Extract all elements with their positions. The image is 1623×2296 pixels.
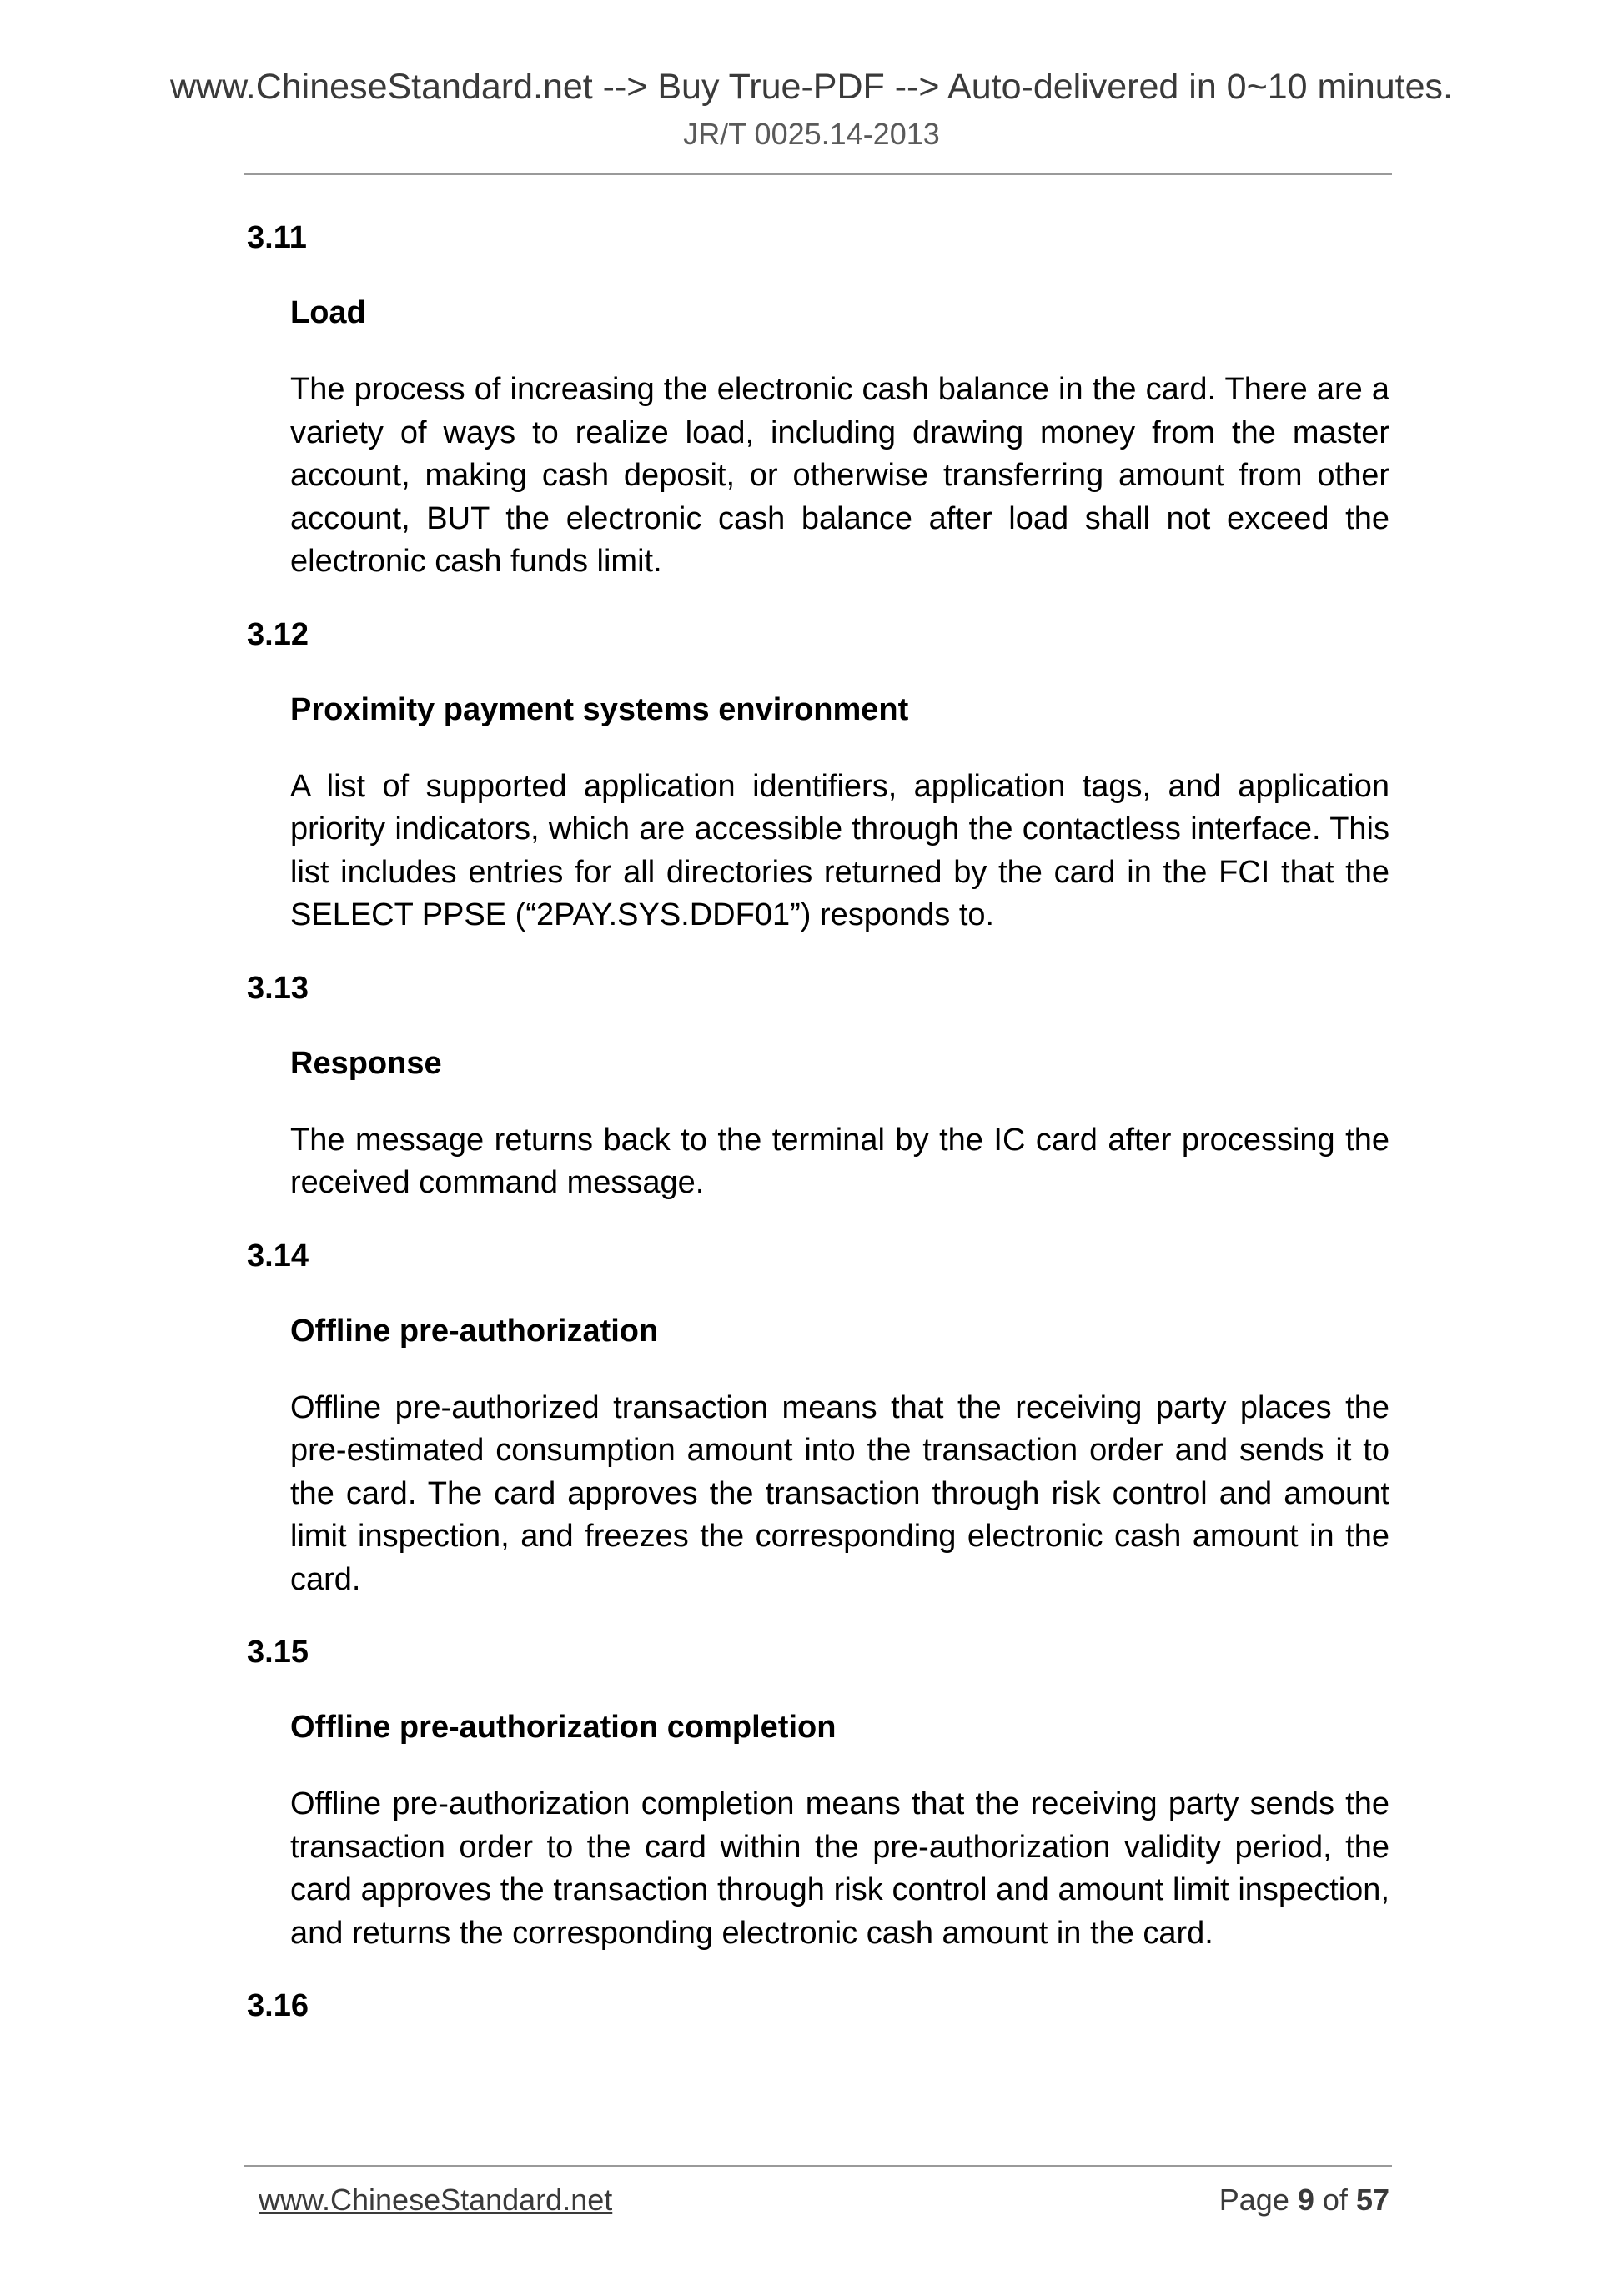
entry-term: Load bbox=[290, 295, 366, 330]
entry-term: Offline pre-authorization completion bbox=[290, 1710, 837, 1745]
entry-number: 3.12 bbox=[247, 616, 309, 652]
entry-number: 3.16 bbox=[247, 1988, 309, 2023]
page-counter bbox=[1219, 2182, 1389, 2218]
page-word: Page bbox=[1219, 2183, 1289, 2217]
entry-number: 3.15 bbox=[247, 1635, 309, 1670]
document-code: JR/T 0025.14-2013 bbox=[683, 117, 940, 151]
entry-3-15 bbox=[247, 1633, 1389, 1955]
entry-definition: The message returns back to the terminal by the IC card after processing the received command message. bbox=[290, 1122, 1389, 1200]
entry-number: 3.11 bbox=[247, 220, 307, 255]
entry-definition: A list of supported application identifiers, application tags, and application priority indicators, which are accessible through the contactless interface. This list includes entries for all directories returned by the card in the FCI that the SELECT PPSE (“2PAY.SYS.DDF01”) responds to. bbox=[290, 768, 1389, 932]
header-banner: www.ChineseStandard.net --> Buy True-PDF --> Auto-delivered in 0~10 minutes. bbox=[169, 67, 1453, 107]
entry-3-16 bbox=[247, 1987, 1389, 2025]
of-word: of bbox=[1322, 2183, 1348, 2217]
page-current: 9 bbox=[1297, 2183, 1314, 2217]
entry-definition: The process of increasing the electronic cash balance in the card. There are a variety of ways to realize load, including drawing money from the master account, making cash deposit, or otherwise transferring amount from other account, BUT the electronic cash balance after load shall not exceed the electronic cash funds limit. bbox=[290, 372, 1389, 579]
entry-term: Proximity payment systems environment bbox=[290, 691, 909, 727]
entry-number: 3.13 bbox=[247, 970, 309, 1006]
footer-site-link[interactable]: www.ChineseStandard.net bbox=[259, 2183, 613, 2217]
entry-number: 3.14 bbox=[247, 1238, 309, 1274]
entry-3-11 bbox=[247, 219, 1389, 584]
footer-divider bbox=[244, 2165, 1392, 2167]
entry-term: Response bbox=[290, 1045, 442, 1081]
entry-term: Offline pre-authorization bbox=[290, 1313, 659, 1349]
page-total: 57 bbox=[1355, 2183, 1389, 2217]
entry-3-14 bbox=[247, 1237, 1389, 1602]
entry-definition: Offline pre-authorization completion means that the receiving party sends the transaction order to the card within the pre-authorization validity period, the card approves the transaction through risk control and amount limit inspection, and returns the corresponding electronic cash amount in the card. bbox=[290, 1786, 1389, 1951]
entry-3-13 bbox=[247, 969, 1389, 1205]
entry-3-12 bbox=[247, 615, 1389, 937]
entry-definition: Offline pre-authorized transaction means that the receiving party places the pre-estimated consumption amount into the transaction order and sends it to the card. The card approves the transaction through risk control and amount limit inspection, and freezes the corresponding electronic cash amount in the card. bbox=[290, 1389, 1389, 1597]
document-body bbox=[247, 219, 1389, 2062]
header-divider bbox=[244, 173, 1392, 175]
